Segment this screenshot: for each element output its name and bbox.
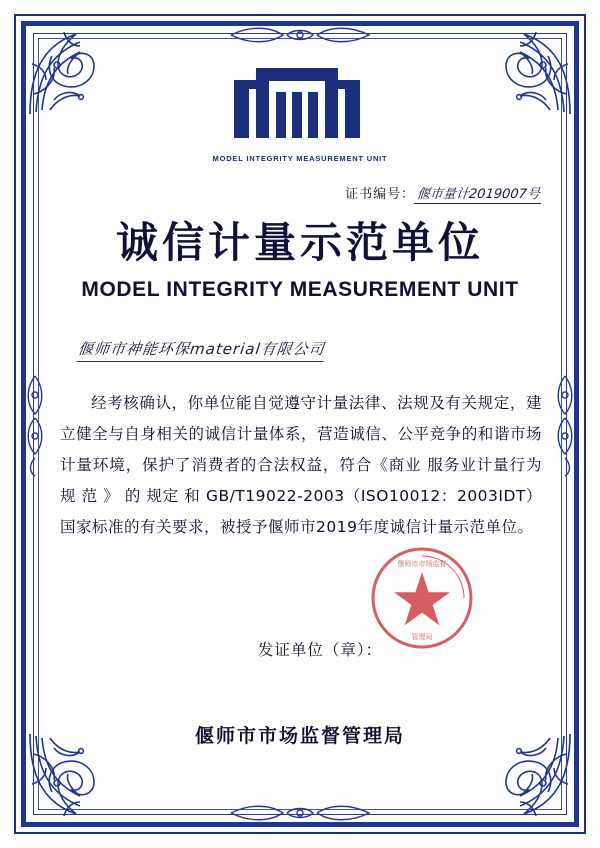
side-ornament-right (552, 370, 578, 480)
recipient-row (52, 338, 548, 362)
certificate-title-chinese: 诚信计量示范单位 (115, 218, 484, 267)
serial-number-value: 偃市量计2019007号 (414, 183, 543, 204)
certificate-title-english: MODEL INTEGRITY MEASUREMENT UNIT (81, 278, 519, 301)
issuing-authority: 偃师市市场监督管理局 (194, 725, 405, 747)
svg-text:管理局: 管理局 (411, 633, 433, 641)
logo-caption: MODEL INTEGRITY MEASUREMENT UNIT (212, 154, 388, 163)
side-ornament-bottom (225, 800, 375, 826)
measurement-unit-logo-icon (230, 64, 370, 142)
side-ornament-top (225, 22, 375, 48)
logo-block (52, 64, 548, 163)
certificate-body-text: 经考核确认，你单位能自觉遵守计量法律、法规及有关规定，建立健全与自身相关的诚信计量体系，营造诚信、公平竞争的和谐市场计量环境，保护了消费者的合法权益，符合《商业 服务业计量行为 规 范 》 的 规定 和 GB/T19022-2003（ISO10012：2003IDT）国家标准的有关要求，被授予偃师市2019年度诚信计量示范单位。 (60, 394, 542, 536)
serial-number-row (52, 183, 548, 204)
certificate-content (52, 48, 548, 800)
issuer-label: 发证单位（章）： (257, 641, 383, 659)
serial-number-label: 证书编号： (345, 187, 416, 202)
svg-text:偃师市市场监督: 偃师市市场监督 (397, 560, 447, 568)
recipient-name: 偃师市神能环保material有限公司 (77, 338, 327, 362)
official-red-seal-icon (368, 544, 476, 652)
side-ornament-left (22, 370, 48, 480)
